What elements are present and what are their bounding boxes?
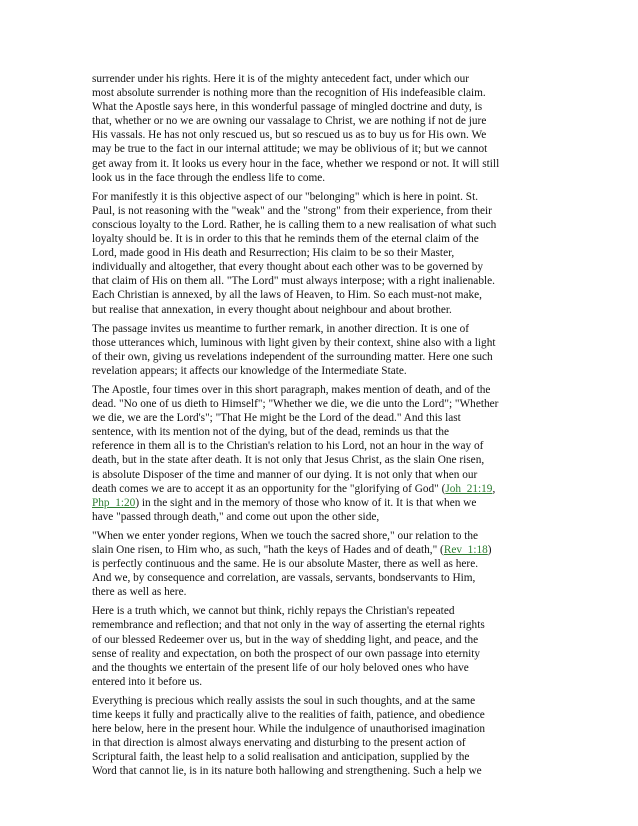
paragraph-6 — [92, 604, 546, 689]
text-line: there as well as here. — [92, 586, 187, 599]
text-line: we die, we are the Lord's"; "That He might be the Lord of the dead." And this last — [92, 412, 461, 425]
text-line: may be true to the fact in our internal attitude; we may be oblivious of it; but we cannot — [92, 143, 488, 156]
text-line: The passage invites us meantime to further remark, in another direction. It is one of — [92, 322, 470, 335]
scripture-reference-link[interactable]: Php_1:20 — [92, 496, 136, 509]
text-line: most absolute surrender is nothing more than the recognition of His indefeasible claim. — [92, 87, 486, 100]
text-line: Scriptural faith, the least help to a solid realisation and anticipation, supplied by the — [92, 751, 470, 764]
text-line: individually and altogether, that every thought about each other was to be governed by — [92, 261, 484, 274]
text-line: reference in them all is to the Christian's relation to his Lord, not an hour in the way of — [92, 440, 484, 453]
paragraph-2 — [92, 190, 546, 317]
text-line: sentence, with its mention not of the dying, but of the dead, reminds us that the — [92, 426, 450, 439]
paragraph-5 — [92, 529, 546, 599]
text-line: of their own, giving us revelations independent of the surrounding matter. Here one such — [92, 350, 493, 363]
paragraph-1 — [92, 72, 546, 185]
text-segment: death comes we are to accept it as an opportunity for the "glorifying of God" ( — [92, 482, 446, 495]
text-line: remembrance and reflection; and that not only in the way of asserting the eternal rights — [92, 619, 485, 632]
text-line: get away from it. It looks us every hour in the face, whether we respond or not. It will still — [92, 157, 500, 170]
text-line-with-reference — [92, 482, 546, 496]
text-line: sense of reality and expectation, on both the prospect of our own passage into eternity — [92, 647, 481, 660]
text-line: Lord, made good in His death and Resurrection; His claim to be so their Master, — [92, 247, 455, 260]
text-line: Paul, is not reasoning with the "weak" and the "strong" from their experience, from their — [92, 204, 492, 217]
text-line: here below, here in the present hour. While the indulgence of unauthorised imagination — [92, 723, 486, 736]
text-segment: ) — [487, 544, 492, 556]
text-line: The Apostle, four times over in this short paragraph, makes mention of death, and of the — [92, 383, 491, 396]
text-line: is perfectly continuous and the same. He is our absolute Master, there as well as here. — [92, 558, 479, 571]
text-line: "When we enter yonder regions, When we touch the sacred shore," our relation to the — [92, 529, 479, 542]
text-line: look us in the face through the endless life to come. — [92, 171, 326, 184]
text-line: His vassals. He has not only rescued us, but so rescued us as to buy us for His own. We — [92, 129, 487, 142]
text-line: but realise that annexation, in every thought about neighbour and about brother. — [92, 303, 452, 316]
text-line: death, but in the state after death. It is not only that Jesus Christ, as the slain One risen, — [92, 454, 485, 467]
text-line: Here is a truth which, we cannot but think, richly repays the Christian's repeated — [92, 605, 455, 618]
text-line: time keeps it fully and practically alive to the realities of faith, patience, and obedience — [92, 709, 485, 722]
text-line: in that direction is almost always enervating and disturbing to the present action of — [92, 737, 466, 750]
text-line: Each Christian is annexed, by all the laws of Heaven, to Him. So each must-not make, — [92, 289, 482, 302]
text-line: For manifestly it is this objective aspect of our "belonging" which is here in point. St. — [92, 190, 479, 203]
text-segment: slain One risen, to Him who, as such, "hath the keys of Hades and of death," ( — [92, 544, 444, 556]
text-line: that, whether or no we are owning our vassalage to Christ, we are nothing if not de jure — [92, 115, 487, 128]
text-line: revelation appears; it affects our knowledge of the Intermediate State. — [92, 364, 407, 377]
text-line: of our blessed Redeemer over us, but in the way of shedding light, and peace, and the — [92, 633, 479, 646]
paragraph-3 — [92, 322, 546, 378]
text-line: and the thoughts we entertain of the present life of our holy beloved ones who have — [92, 661, 469, 674]
text-line: entered into it before us. — [92, 675, 203, 688]
text-line: conscious loyalty to the Lord. Rather, he is calling them to a new realisation of what such — [92, 218, 497, 231]
text-line: surrender under his rights. Here it is of the mighty antecedent fact, under which our — [92, 73, 470, 85]
text-line: that claim of His on them all. "The Lord" must always interpose; with a right inalienable. — [92, 275, 495, 288]
text-line: What the Apostle says here, in this wonderful passage of mingled doctrine and duty, is — [92, 101, 483, 114]
text-line: dead. "No one of us dieth to Himself"; "Whether we die, we die unto the Lord"; "Whether — [92, 398, 499, 411]
text-line: And we, by consequence and correlation, are vassals, servants, bondservants to Him, — [92, 572, 476, 585]
paragraph-4 — [92, 383, 546, 524]
scripture-reference-link[interactable]: Rev_1:18 — [443, 544, 488, 556]
scripture-reference-link[interactable]: Joh_21:19 — [445, 482, 493, 495]
text-segment: , — [492, 482, 496, 495]
text-line-with-reference — [92, 543, 546, 557]
text-line: Everything is precious which really assists the soul in such thoughts, and at the same — [92, 694, 476, 707]
text-line: have "passed through death," and come out upon the other side, — [92, 510, 380, 523]
document-page — [92, 72, 546, 784]
paragraph-7 — [92, 694, 546, 779]
text-segment: ) in the sight and in the memory of those who know of it. It is that when we — [135, 496, 477, 509]
text-line: Word that cannot lie, is in its nature both hallowing and strengthening. Such a help we — [92, 765, 482, 778]
text-line: is absolute Disposer of the time and manner of our dying. It is not only that when our — [92, 468, 478, 481]
text-line-with-reference — [92, 496, 546, 510]
text-line: loyalty should be. It is in order to this that he reminds them of the eternal claim of the — [92, 233, 479, 246]
text-line: those utterances which, luminous with light given by their context, shine also with a light — [92, 336, 496, 349]
